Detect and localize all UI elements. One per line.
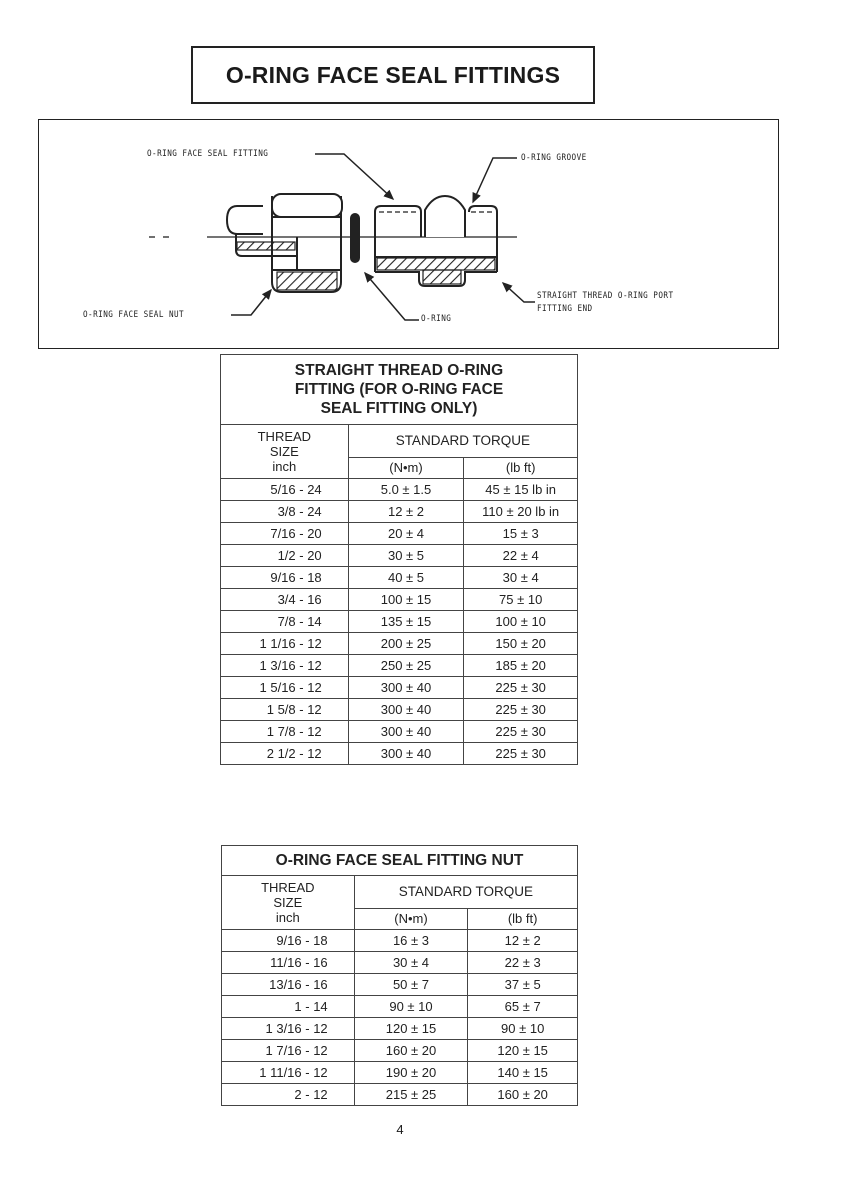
unit-lbft-header: (lb ft) [468, 908, 578, 929]
torque-nm-cell: 215 ± 25 [354, 1084, 468, 1106]
straight-thread-oring-torque-table [220, 354, 578, 765]
torque-nm-cell: 12 ± 2 [348, 501, 464, 523]
torque-nm-cell: 190 ± 20 [354, 1062, 468, 1084]
torque-lbft-cell: 37 ± 5 [468, 974, 578, 996]
thread-size-cell: 7/8 - 14 [221, 611, 349, 633]
torque-lbft-cell: 110 ± 20 lb in [464, 501, 578, 523]
table-title [221, 355, 578, 425]
thread-size-cell: 1 5/8 - 12 [221, 699, 349, 721]
torque-nm-cell: 250 ± 25 [348, 655, 464, 677]
label-face-seal-fitting: O-RING FACE SEAL FITTING [147, 149, 269, 159]
thread-size-cell: 11/16 - 16 [222, 952, 355, 974]
thread-size-cell: 1 - 14 [222, 996, 355, 1018]
table-row [221, 699, 578, 721]
header-line: THREAD [261, 880, 315, 895]
thread-size-header [222, 876, 355, 930]
table-row [221, 611, 578, 633]
thread-size-cell: 2 1/2 - 12 [221, 743, 349, 765]
label-oring-groove: O-RING GROOVE [521, 153, 587, 163]
thread-size-cell: 2 - 12 [222, 1084, 355, 1106]
thread-size-cell: 9/16 - 18 [222, 930, 355, 952]
header-line: SIZE [273, 895, 303, 910]
label-oring: O-RING [421, 314, 452, 324]
table-row [222, 1040, 578, 1062]
thread-size-cell: 1 11/16 - 12 [222, 1062, 355, 1084]
thread-size-cell: 3/4 - 16 [221, 589, 349, 611]
table-row [221, 479, 578, 501]
table-row [221, 589, 578, 611]
torque-nm-cell: 120 ± 15 [354, 1018, 468, 1040]
torque-nm-cell: 300 ± 40 [348, 721, 464, 743]
torque-nm-cell: 300 ± 40 [348, 699, 464, 721]
table-row [221, 721, 578, 743]
thread-size-cell: 1 3/16 - 12 [222, 1018, 355, 1040]
standard-torque-header: STANDARD TORQUE [354, 876, 577, 909]
header-line: inch [272, 459, 297, 474]
torque-lbft-cell: 30 ± 4 [464, 567, 578, 589]
page-number: 4 [396, 1122, 404, 1137]
header-line: inch [275, 910, 300, 925]
torque-nm-cell: 300 ± 40 [348, 677, 464, 699]
torque-lbft-cell: 90 ± 10 [468, 1018, 578, 1040]
torque-nm-cell: 5.0 ± 1.5 [348, 479, 464, 501]
torque-nm-cell: 50 ± 7 [354, 974, 468, 996]
table-row [222, 952, 578, 974]
unit-nm-header: (N•m) [348, 457, 464, 478]
torque-lbft-cell: 45 ± 15 lb in [464, 479, 578, 501]
thread-size-cell: 5/16 - 24 [221, 479, 349, 501]
table-row [222, 1062, 578, 1084]
thread-size-cell: 1 7/8 - 12 [221, 721, 349, 743]
thread-size-cell: 9/16 - 18 [221, 567, 349, 589]
table-row [222, 1018, 578, 1040]
table-title: O-RING FACE SEAL FITTING NUT [222, 846, 578, 876]
table-row [221, 501, 578, 523]
standard-torque-header: STANDARD TORQUE [348, 425, 577, 458]
torque-lbft-cell: 140 ± 15 [468, 1062, 578, 1084]
torque-nm-cell: 300 ± 40 [348, 743, 464, 765]
thread-size-cell: 1/2 - 20 [221, 545, 349, 567]
table-row [221, 633, 578, 655]
header-line: THREAD [257, 429, 312, 444]
table-row [222, 1084, 578, 1106]
table-row [222, 974, 578, 996]
torque-nm-cell: 135 ± 15 [348, 611, 464, 633]
torque-nm-cell: 20 ± 4 [348, 523, 464, 545]
thread-size-cell: 7/16 - 20 [221, 523, 349, 545]
header-line: SIZE [269, 444, 299, 459]
torque-lbft-cell: 15 ± 3 [464, 523, 578, 545]
table-row [221, 655, 578, 677]
torque-lbft-cell: 160 ± 20 [468, 1084, 578, 1106]
torque-lbft-cell: 120 ± 15 [468, 1040, 578, 1062]
torque-nm-cell: 160 ± 20 [354, 1040, 468, 1062]
title-line: SEAL FITTING ONLY) [320, 400, 478, 417]
torque-lbft-cell: 22 ± 4 [464, 545, 578, 567]
thread-size-cell: 1 1/16 - 12 [221, 633, 349, 655]
thread-size-cell: 13/16 - 16 [222, 974, 355, 996]
torque-lbft-cell: 65 ± 7 [468, 996, 578, 1018]
torque-lbft-cell: 12 ± 2 [468, 930, 578, 952]
torque-lbft-cell: 225 ± 30 [464, 699, 578, 721]
table-row [222, 996, 578, 1018]
torque-nm-cell: 16 ± 3 [354, 930, 468, 952]
thread-size-cell: 3/8 - 24 [221, 501, 349, 523]
label-port-fitting-end-line1: STRAIGHT THREAD O-RING PORT [537, 291, 674, 301]
label-face-seal-nut: O-RING FACE SEAL NUT [83, 310, 185, 320]
torque-nm-cell: 90 ± 10 [354, 996, 468, 1018]
unit-lbft-header: (lb ft) [464, 457, 578, 478]
torque-lbft-cell: 185 ± 20 [464, 655, 578, 677]
torque-lbft-cell: 225 ± 30 [464, 721, 578, 743]
page-title-text: O-RING FACE SEAL FITTINGS [225, 61, 561, 88]
table-row [221, 567, 578, 589]
torque-lbft-cell: 22 ± 3 [468, 952, 578, 974]
table-row [221, 743, 578, 765]
table-row [222, 930, 578, 952]
torque-nm-cell: 200 ± 25 [348, 633, 464, 655]
torque-lbft-cell: 225 ± 30 [464, 743, 578, 765]
table-row [221, 523, 578, 545]
torque-lbft-cell: 75 ± 10 [464, 589, 578, 611]
unit-nm-header: (N•m) [354, 908, 468, 929]
thread-size-cell: 1 3/16 - 12 [221, 655, 349, 677]
torque-lbft-cell: 100 ± 10 [464, 611, 578, 633]
title-line: STRAIGHT THREAD O-RING [294, 362, 504, 379]
thread-size-cell: 1 7/16 - 12 [222, 1040, 355, 1062]
thread-size-header [221, 425, 349, 479]
torque-nm-cell: 30 ± 4 [354, 952, 468, 974]
torque-nm-cell: 100 ± 15 [348, 589, 464, 611]
title-line: FITTING (FOR O-RING FACE [294, 381, 504, 398]
table-row [221, 677, 578, 699]
table-row [221, 545, 578, 567]
fitting-diagram [38, 119, 779, 349]
torque-lbft-cell: 150 ± 20 [464, 633, 578, 655]
torque-lbft-cell: 225 ± 30 [464, 677, 578, 699]
torque-nm-cell: 40 ± 5 [348, 567, 464, 589]
thread-size-cell: 1 5/16 - 12 [221, 677, 349, 699]
page-title [191, 46, 595, 104]
torque-nm-cell: 30 ± 5 [348, 545, 464, 567]
face-seal-nut-torque-table [221, 845, 578, 1106]
label-port-fitting-end-line2: FITTING END [537, 304, 593, 314]
